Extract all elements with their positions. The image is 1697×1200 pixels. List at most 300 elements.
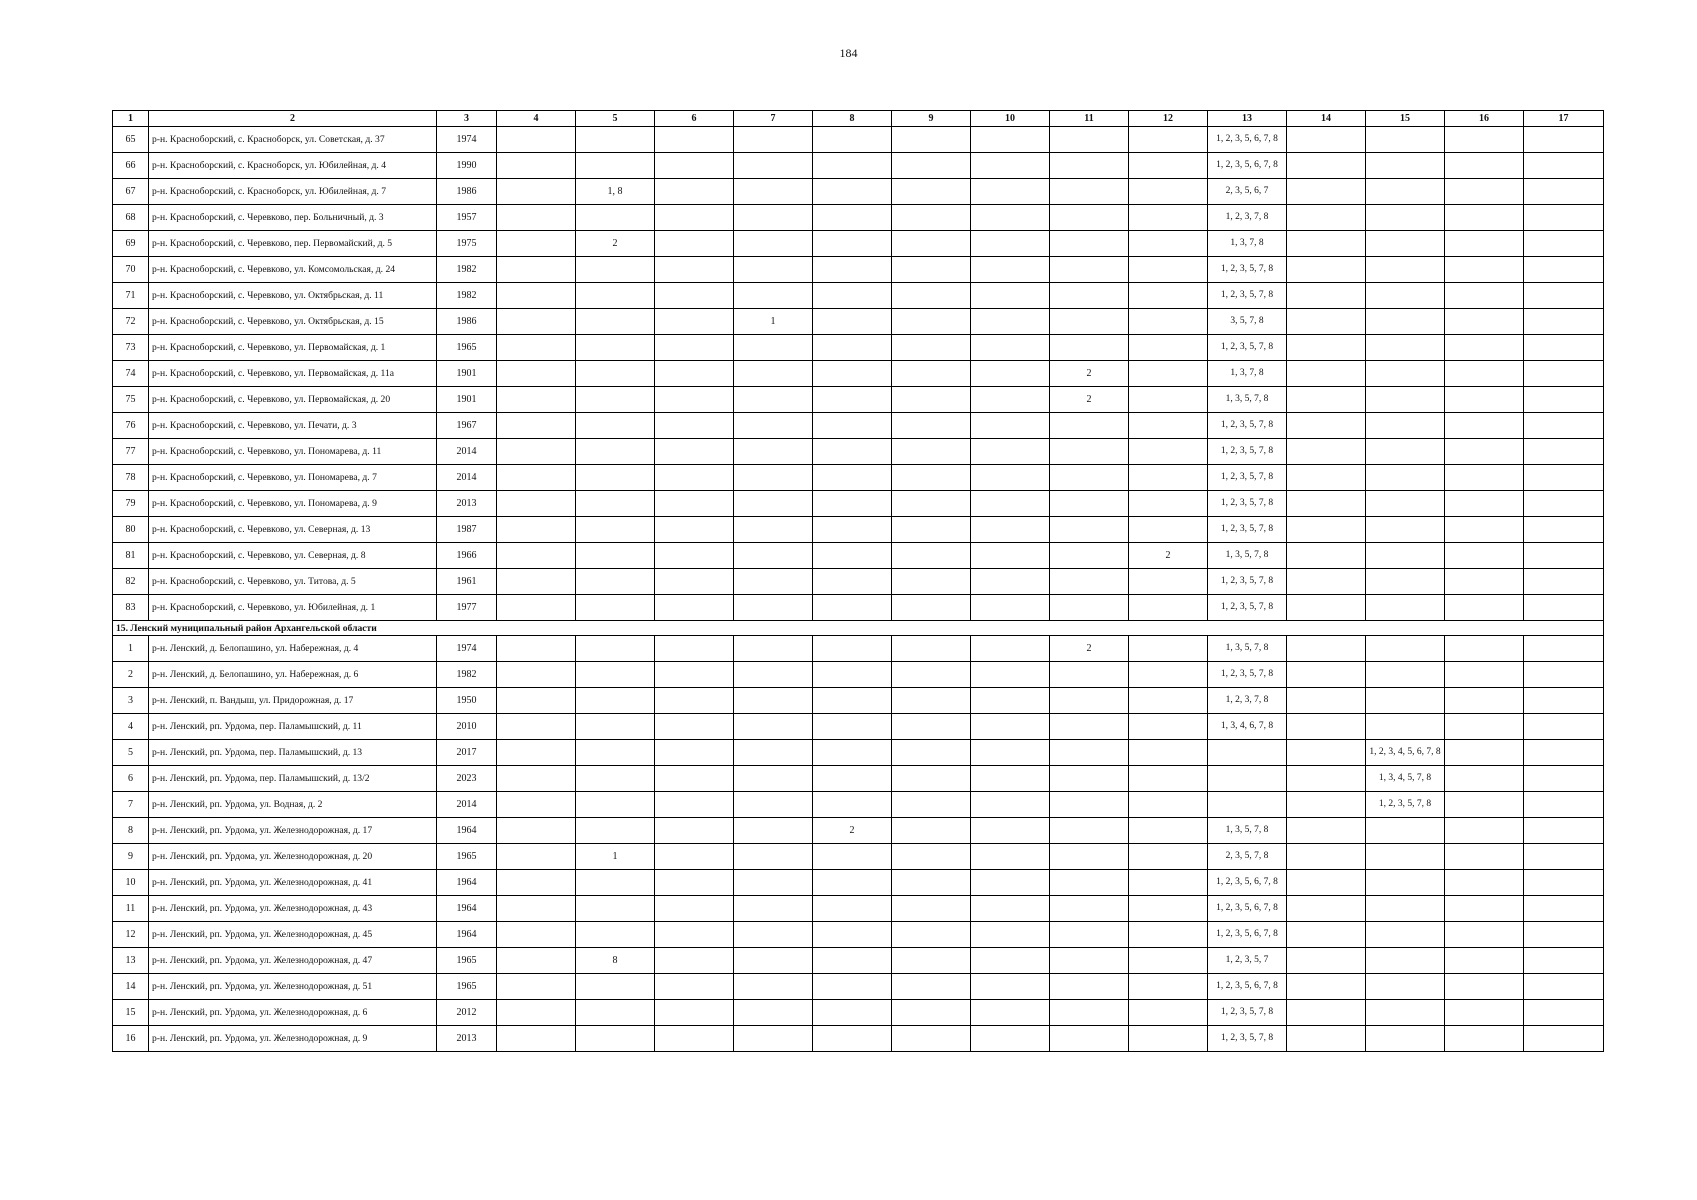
column-4-cell [497,517,576,543]
column-13-cell: 2, 3, 5, 6, 7 [1208,179,1287,205]
year-cell: 2012 [437,1000,497,1026]
column-15-cell [1366,309,1445,335]
row-number-cell: 74 [113,361,149,387]
column-12-cell [1129,792,1208,818]
column-7-cell [734,636,813,662]
column-4-cell [497,283,576,309]
column-9-cell [892,543,971,569]
column-4-cell [497,1026,576,1052]
column-6-cell [655,792,734,818]
column-12-cell [1129,179,1208,205]
column-5-cell [576,491,655,517]
column-11-cell [1050,595,1129,621]
column-17-cell [1524,792,1604,818]
year-cell: 1982 [437,662,497,688]
table-row [113,257,1604,283]
column-16-cell [1445,413,1524,439]
column-4-cell [497,257,576,283]
column-8-cell [813,413,892,439]
column-9-cell [892,309,971,335]
column-7-cell [734,818,813,844]
column-10-cell [971,766,1050,792]
column-13-cell: 1, 2, 3, 5, 6, 7, 8 [1208,974,1287,1000]
column-15-cell [1366,948,1445,974]
table-row [113,870,1604,896]
column-14-cell [1287,231,1366,257]
column-14-cell [1287,818,1366,844]
year-cell: 1977 [437,595,497,621]
column-4-cell [497,595,576,621]
column-10-cell [971,740,1050,766]
column-8-cell [813,283,892,309]
table-row [113,974,1604,1000]
column-12-cell [1129,127,1208,153]
column-13-cell [1208,740,1287,766]
column-14-cell [1287,569,1366,595]
column-17-cell [1524,543,1604,569]
column-10-cell [971,335,1050,361]
table-row [113,179,1604,205]
column-6-cell [655,491,734,517]
column-15-cell [1366,636,1445,662]
column-7-cell [734,413,813,439]
column-8-cell [813,974,892,1000]
row-number-cell: 73 [113,335,149,361]
column-4-cell [497,1000,576,1026]
column-12-cell [1129,569,1208,595]
column-7-cell [734,335,813,361]
column-13-cell: 1, 2, 3, 7, 8 [1208,688,1287,714]
column-11-cell [1050,153,1129,179]
column-7-cell [734,595,813,621]
column-7-cell [734,361,813,387]
column-8-cell [813,844,892,870]
column-15-cell: 1, 2, 3, 5, 7, 8 [1366,792,1445,818]
column-16-cell [1445,335,1524,361]
column-4-cell [497,922,576,948]
table-row [113,205,1604,231]
table-row [113,283,1604,309]
column-11-cell [1050,896,1129,922]
column-11-cell [1050,439,1129,465]
column-13-cell: 1, 2, 3, 5, 7, 8 [1208,662,1287,688]
column-5-cell [576,413,655,439]
table-row [113,153,1604,179]
column-14-cell [1287,792,1366,818]
column-6-cell [655,179,734,205]
column-4-cell [497,439,576,465]
column-4-cell [497,636,576,662]
column-6-cell [655,127,734,153]
column-11-cell [1050,309,1129,335]
row-number-cell: 71 [113,283,149,309]
row-number-cell: 6 [113,766,149,792]
column-5-cell [576,792,655,818]
column-17-cell [1524,662,1604,688]
column-15-cell [1366,465,1445,491]
column-6-cell [655,569,734,595]
column-10-cell [971,179,1050,205]
column-15-cell [1366,153,1445,179]
row-number-cell: 72 [113,309,149,335]
column-header: 4 [497,111,576,127]
column-9-cell [892,662,971,688]
row-number-cell: 76 [113,413,149,439]
column-6-cell [655,740,734,766]
table-row [113,595,1604,621]
address-cell: р-н. Красноборский, с. Черевково, ул. Пономарева, д. 7 [149,465,437,491]
year-cell: 1964 [437,922,497,948]
column-4-cell [497,335,576,361]
column-6-cell [655,1026,734,1052]
column-7-cell [734,465,813,491]
column-4-cell [497,153,576,179]
column-9-cell [892,636,971,662]
column-7-cell [734,283,813,309]
year-cell: 1965 [437,948,497,974]
column-8-cell [813,361,892,387]
column-17-cell [1524,870,1604,896]
column-10-cell [971,636,1050,662]
column-4-cell [497,662,576,688]
table-row [113,231,1604,257]
column-14-cell [1287,257,1366,283]
column-15-cell [1366,818,1445,844]
column-7-cell [734,491,813,517]
column-header: 17 [1524,111,1604,127]
column-15-cell [1366,844,1445,870]
column-4-cell [497,231,576,257]
year-cell: 2014 [437,792,497,818]
row-number-cell: 9 [113,844,149,870]
column-16-cell [1445,792,1524,818]
table-row [113,413,1604,439]
column-14-cell [1287,127,1366,153]
column-11-cell [1050,1026,1129,1052]
column-15-cell [1366,257,1445,283]
address-cell: р-н. Ленский, рп. Урдома, ул. Железнодорожная, д. 43 [149,896,437,922]
year-cell: 1966 [437,543,497,569]
year-cell: 1965 [437,844,497,870]
column-12-cell [1129,283,1208,309]
column-16-cell [1445,179,1524,205]
column-9-cell [892,335,971,361]
column-7-cell [734,205,813,231]
column-17-cell [1524,127,1604,153]
address-cell: р-н. Красноборский, с. Черевково, пер. Первомайский, д. 5 [149,231,437,257]
column-9-cell [892,595,971,621]
column-16-cell [1445,153,1524,179]
address-cell: р-н. Ленский, п. Вандыш, ул. Придорожная, д. 17 [149,688,437,714]
column-10-cell [971,714,1050,740]
column-11-cell [1050,127,1129,153]
column-header: 14 [1287,111,1366,127]
column-6-cell [655,896,734,922]
column-17-cell [1524,714,1604,740]
column-7-cell [734,439,813,465]
column-8-cell [813,870,892,896]
column-5-cell: 1, 8 [576,179,655,205]
column-8-cell [813,127,892,153]
year-cell: 1982 [437,257,497,283]
column-8-cell [813,205,892,231]
column-5-cell [576,387,655,413]
column-16-cell [1445,1000,1524,1026]
column-13-cell: 2, 3, 5, 7, 8 [1208,844,1287,870]
column-13-cell: 1, 3, 4, 6, 7, 8 [1208,714,1287,740]
row-number-cell: 69 [113,231,149,257]
column-16-cell [1445,948,1524,974]
column-5-cell [576,1000,655,1026]
year-cell: 1957 [437,205,497,231]
column-9-cell [892,283,971,309]
column-8-cell [813,1000,892,1026]
column-7-cell [734,688,813,714]
column-5-cell [576,818,655,844]
column-9-cell [892,792,971,818]
column-16-cell [1445,517,1524,543]
column-7-cell [734,153,813,179]
column-14-cell [1287,309,1366,335]
column-5-cell [576,153,655,179]
year-cell: 1964 [437,870,497,896]
column-header: 10 [971,111,1050,127]
year-cell: 1990 [437,153,497,179]
table-body [113,127,1604,1052]
address-cell: р-н. Красноборский, с. Черевково, ул. Первомайская, д. 20 [149,387,437,413]
address-cell: р-н. Красноборский, с. Черевково, ул. Октябрьская, д. 11 [149,283,437,309]
column-4-cell [497,387,576,413]
address-cell: р-н. Ленский, рп. Урдома, пер. Паламышский, д. 13/2 [149,766,437,792]
column-8-cell [813,257,892,283]
column-10-cell [971,205,1050,231]
column-5-cell: 2 [576,231,655,257]
column-8-cell [813,153,892,179]
column-8-cell [813,543,892,569]
column-5-cell [576,335,655,361]
address-cell: р-н. Ленский, д. Белопашино, ул. Набережная, д. 6 [149,662,437,688]
address-cell: р-н. Ленский, рп. Урдома, ул. Железнодорожная, д. 41 [149,870,437,896]
column-5-cell [576,662,655,688]
column-15-cell [1366,662,1445,688]
row-number-cell: 5 [113,740,149,766]
column-17-cell [1524,974,1604,1000]
column-11-cell [1050,283,1129,309]
column-13-cell: 1, 2, 3, 5, 6, 7, 8 [1208,870,1287,896]
column-5-cell [576,283,655,309]
column-13-cell: 1, 2, 3, 5, 7, 8 [1208,439,1287,465]
column-7-cell [734,870,813,896]
table-row [113,543,1604,569]
column-13-cell: 1, 2, 3, 5, 7, 8 [1208,517,1287,543]
column-6-cell [655,844,734,870]
row-number-cell: 8 [113,818,149,844]
column-8-cell [813,714,892,740]
row-number-cell: 70 [113,257,149,283]
column-15-cell [1366,1000,1445,1026]
column-12-cell [1129,387,1208,413]
column-10-cell [971,387,1050,413]
table-row [113,662,1604,688]
column-6-cell [655,361,734,387]
column-14-cell [1287,714,1366,740]
column-11-cell [1050,257,1129,283]
column-13-cell: 1, 3, 7, 8 [1208,231,1287,257]
column-7-cell [734,662,813,688]
column-17-cell [1524,636,1604,662]
column-13-cell: 1, 3, 5, 7, 8 [1208,543,1287,569]
address-cell: р-н. Красноборский, с. Черевково, ул. Печати, д. 3 [149,413,437,439]
column-14-cell [1287,595,1366,621]
column-7-cell [734,127,813,153]
column-5-cell [576,361,655,387]
column-12-cell [1129,153,1208,179]
column-11-cell [1050,517,1129,543]
column-9-cell [892,569,971,595]
column-17-cell [1524,818,1604,844]
column-5-cell [576,595,655,621]
column-15-cell [1366,896,1445,922]
column-17-cell [1524,922,1604,948]
column-9-cell [892,948,971,974]
column-5-cell [576,714,655,740]
column-13-cell: 1, 3, 5, 7, 8 [1208,387,1287,413]
column-8-cell [813,387,892,413]
row-number-cell: 83 [113,595,149,621]
address-cell: р-н. Красноборский, с. Черевково, ул. Титова, д. 5 [149,569,437,595]
table-row [113,896,1604,922]
column-6-cell [655,818,734,844]
column-8-cell [813,491,892,517]
row-number-cell: 11 [113,896,149,922]
column-13-cell: 1, 2, 3, 5, 7, 8 [1208,1026,1287,1052]
column-16-cell [1445,231,1524,257]
column-13-cell: 1, 2, 3, 5, 7, 8 [1208,569,1287,595]
column-15-cell [1366,387,1445,413]
column-10-cell [971,948,1050,974]
column-12-cell [1129,688,1208,714]
row-number-cell: 4 [113,714,149,740]
column-15-cell [1366,922,1445,948]
column-5-cell [576,543,655,569]
column-5-cell [576,309,655,335]
column-17-cell [1524,387,1604,413]
column-13-cell: 1, 2, 3, 5, 7, 8 [1208,413,1287,439]
column-9-cell [892,127,971,153]
column-12-cell [1129,974,1208,1000]
column-5-cell: 1 [576,844,655,870]
column-9-cell [892,740,971,766]
column-12-cell [1129,662,1208,688]
column-6-cell [655,517,734,543]
column-12-cell [1129,465,1208,491]
column-14-cell [1287,974,1366,1000]
column-13-cell: 1, 2, 3, 5, 7, 8 [1208,595,1287,621]
column-7-cell [734,844,813,870]
column-17-cell [1524,948,1604,974]
column-9-cell [892,465,971,491]
table-row [113,766,1604,792]
column-13-cell: 1, 3, 7, 8 [1208,361,1287,387]
row-number-cell: 15 [113,1000,149,1026]
column-4-cell [497,361,576,387]
column-12-cell [1129,766,1208,792]
address-cell: р-н. Ленский, рп. Урдома, пер. Паламышский, д. 11 [149,714,437,740]
table-row [113,465,1604,491]
column-11-cell [1050,662,1129,688]
column-6-cell [655,922,734,948]
column-13-cell: 1, 2, 3, 5, 7, 8 [1208,1000,1287,1026]
column-12-cell [1129,636,1208,662]
column-9-cell [892,257,971,283]
address-cell: р-н. Ленский, рп. Урдома, ул. Железнодорожная, д. 17 [149,818,437,844]
column-header: 8 [813,111,892,127]
column-13-cell: 1, 2, 3, 5, 7, 8 [1208,283,1287,309]
column-8-cell [813,896,892,922]
table-row [113,335,1604,361]
column-4-cell [497,491,576,517]
column-12-cell: 2 [1129,543,1208,569]
column-13-cell: 1, 2, 3, 5, 7, 8 [1208,491,1287,517]
column-16-cell [1445,766,1524,792]
column-16-cell [1445,257,1524,283]
column-10-cell [971,595,1050,621]
column-9-cell [892,387,971,413]
table-row [113,439,1604,465]
column-9-cell [892,413,971,439]
column-16-cell [1445,569,1524,595]
column-9-cell [892,517,971,543]
column-6-cell [655,1000,734,1026]
column-17-cell [1524,257,1604,283]
column-11-cell: 2 [1050,636,1129,662]
column-17-cell [1524,740,1604,766]
year-cell: 2014 [437,439,497,465]
column-11-cell [1050,740,1129,766]
address-cell: р-н. Красноборский, с. Черевково, ул. Октябрьская, д. 15 [149,309,437,335]
column-5-cell [576,569,655,595]
address-cell: р-н. Ленский, рп. Урдома, ул. Железнодорожная, д. 6 [149,1000,437,1026]
address-cell: р-н. Красноборский, с. Черевково, ул. Пономарева, д. 11 [149,439,437,465]
year-cell: 2017 [437,740,497,766]
row-number-cell: 75 [113,387,149,413]
column-4-cell [497,543,576,569]
column-13-cell: 1, 2, 3, 5, 7, 8 [1208,465,1287,491]
address-cell: р-н. Ленский, рп. Урдома, ул. Железнодорожная, д. 9 [149,1026,437,1052]
column-15-cell [1366,517,1445,543]
address-cell: р-н. Ленский, д. Белопашино, ул. Набережная, д. 4 [149,636,437,662]
column-11-cell [1050,465,1129,491]
column-12-cell [1129,870,1208,896]
year-cell: 1987 [437,517,497,543]
column-4-cell [497,974,576,1000]
column-17-cell [1524,309,1604,335]
column-10-cell [971,922,1050,948]
column-16-cell [1445,922,1524,948]
column-7-cell [734,387,813,413]
column-12-cell [1129,491,1208,517]
column-9-cell [892,896,971,922]
column-9-cell [892,818,971,844]
year-cell: 2013 [437,1026,497,1052]
column-12-cell [1129,922,1208,948]
column-5-cell [576,205,655,231]
column-header: 2 [149,111,437,127]
column-13-cell [1208,766,1287,792]
column-15-cell [1366,1026,1445,1052]
column-8-cell [813,439,892,465]
column-7-cell [734,766,813,792]
